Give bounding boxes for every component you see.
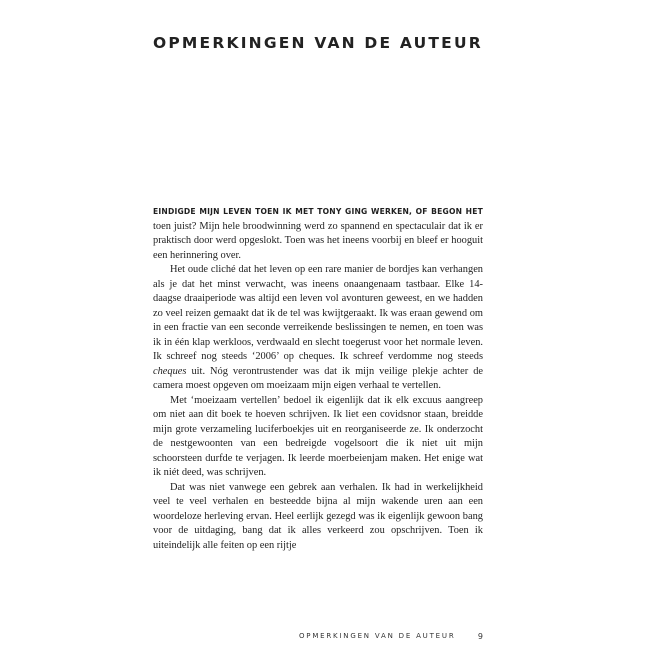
paragraph-1 [153, 205, 483, 263]
paragraph-3: Met ‘moeizaam vertellen’ bedoel ik eigenlijk dat ik elk excuus aangreep om niet aan dit boek te hoeven schrijven. Ik liet een covidsnor staan, breidde mijn grote verzameling luciferboekjes uit en reorganiseerde ze. Ik onderzocht de nestgewoonten van een bedreigde vogelsoort die ik niet uit mijn schoorsteen durfde te verjagen. Ik leerde moerbeienjam maken. Het enige wat ik niét deed, was schrijven. [153, 394, 483, 478]
paragraph-2-italic: cheques [153, 365, 187, 377]
paragraph-4: Dat was niet vanwege een gebrek aan verhalen. Ik had in werkelijkheid veel te veel verhalen en besteedde bijna al mijn wakende uren aan een woordeloze herleving ervan. Heel eerlijk gezegd was ik eigenlijk gewoon bang voor de uitdaging, bang dat ik alles verkeerd zou opschrijven. Toen ik uiteindelijk alle feiten op een rijtje [153, 481, 483, 551]
opening-small-caps: EINDIGDE MIJN LEVEN TOEN IK MET TONY GING WERKEN, OF BEGON HET [153, 207, 483, 216]
paragraph-1-text: toen juist? Mijn hele broodwinning werd zo spannend en spectaculair dat ik er praktisch door werd opgeslokt. Toen was het ineens voorbij en bleef er hooguit een herinnering over. [153, 220, 483, 261]
body-text [153, 205, 483, 553]
page-number: 9 [477, 632, 483, 641]
paragraph-2 [153, 263, 483, 394]
running-head: OPMERKINGEN VAN DE AUTEUR [299, 632, 456, 640]
paragraph-2-text: Het oude cliché dat het leven op een rare manier de bordjes kan verhangen als je dat het minst verwacht, was ineens onaangenaam tastbaar. Elke 14-daagse draaiperiode was altijd een leven vol avonturen geweest, en we hadden zo veel reizen gemaakt dat ik de tel was kwijtgeraakt. Ik was eraan gewend om in een fractie van een seconde verreikende beslissingen te nemen, en toen was ik in één klap werkloos, verdwaald en slecht toegerust voor het normale leven. Ik schreef nog steeds ‘2006’ op cheques. Ik schreef verdomme nog steeds [153, 264, 483, 362]
paragraph-2-after: uit. Nóg verontrustender was dat ik mijn veilige plekje achter de camera moest opgeven om moeizaam mijn eigen verhaal te vertellen. [153, 365, 483, 391]
chapter-title: OPMERKINGEN VAN DE AUTEUR [153, 34, 483, 52]
